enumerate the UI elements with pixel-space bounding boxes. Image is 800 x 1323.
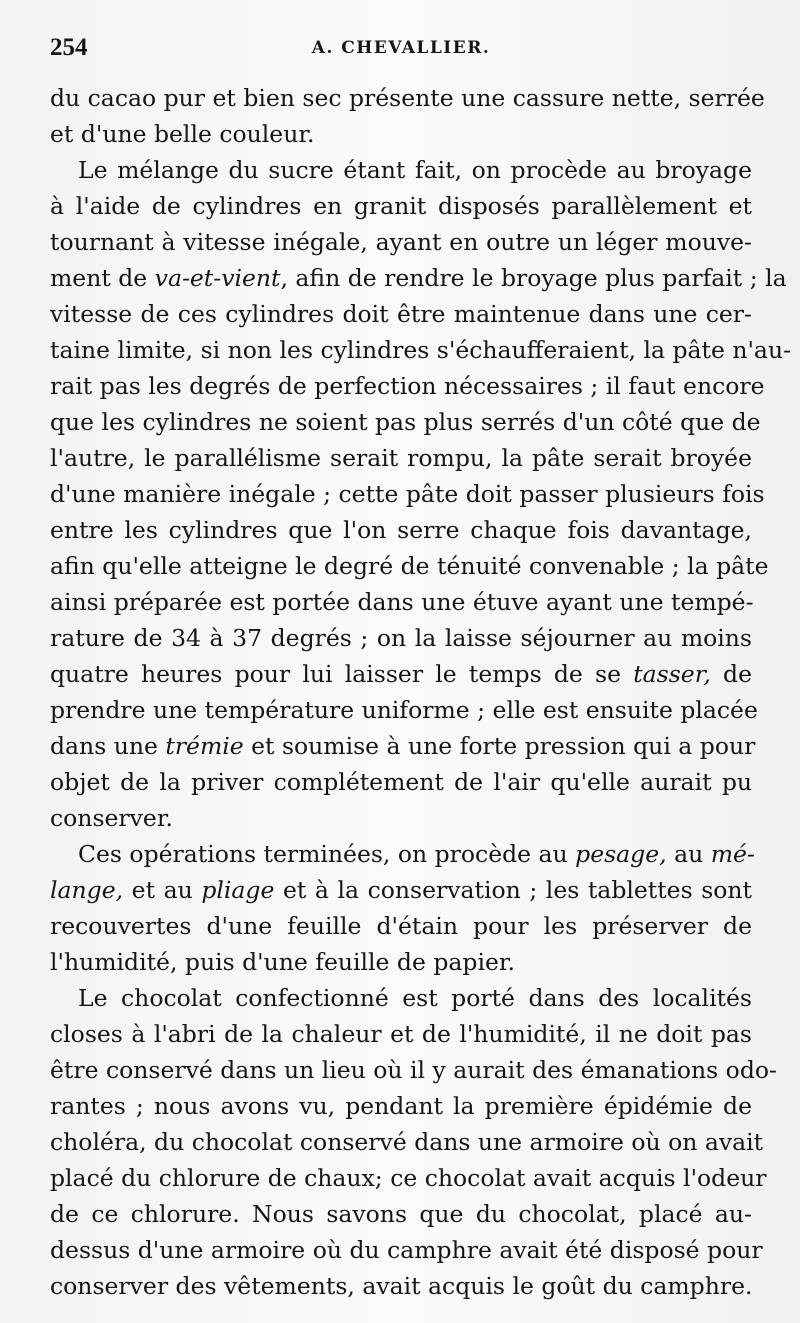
- text-line: rait pas les degrés de perfection nécessaires ; il faut encore: [50, 372, 765, 400]
- text-line: objet de la priver complétement de l'air qu'elle aurait pu: [50, 768, 752, 796]
- text-line: être conservé dans un lieu où il y aurait des émanations odo-: [50, 1056, 777, 1084]
- text-line: de ce chlorure. Nous savons que du chocolat, placé au-: [50, 1200, 752, 1228]
- text-line: closes à l'abri de la chaleur et de l'humidité, il ne doit pas: [50, 1020, 752, 1048]
- text-line: l'autre, le parallélisme serait rompu, la pâte serait broyée: [50, 444, 752, 472]
- page-number: 254: [50, 34, 88, 61]
- text-line: d'une manière inégale ; cette pâte doit passer plusieurs fois: [50, 480, 765, 508]
- italic-term: lange,: [50, 876, 124, 904]
- italic-term: tasser,: [633, 660, 711, 688]
- italic-term: mé-: [710, 840, 755, 868]
- running-head: A. CHEVALLIER.: [311, 38, 491, 58]
- text-line: dessus d'une armoire où du camphre avait été disposé pour: [50, 1236, 763, 1264]
- page-header: [50, 34, 752, 66]
- text-line: et d'une belle couleur.: [50, 120, 315, 148]
- text-line: placé du chlorure de chaux; ce chocolat avait acquis l'odeur: [50, 1164, 767, 1192]
- text-line: entre les cylindres que l'on serre chaque fois davantage,: [50, 516, 752, 544]
- text-line: rantes ; nous avons vu, pendant la première épidémie de: [50, 1092, 752, 1120]
- italic-term: va-et-vient: [154, 264, 281, 292]
- text-line: à l'aide de cylindres en granit disposés parallèlement et: [50, 192, 752, 220]
- text-line: ment de va-et-vient, afin de rendre le broyage plus parfait ; la: [50, 264, 787, 292]
- text-line: que les cylindres ne soient pas plus serrés d'un côté que de: [50, 408, 761, 436]
- text-line: lange, et au pliage et à la conservation ; les tablettes sont: [50, 876, 752, 904]
- text-line: Le mélange du sucre étant fait, on procède au broyage: [78, 156, 752, 184]
- text-line: recouvertes d'une feuille d'étain pour les préserver de: [50, 912, 752, 940]
- text-line: rature de 34 à 37 degrés ; on la laisse séjourner au moins: [50, 624, 752, 652]
- text-line: conserver.: [50, 804, 173, 832]
- italic-term: pliage: [201, 876, 275, 904]
- text-line: vitesse de ces cylindres doit être maintenue dans une cer-: [50, 300, 752, 328]
- italic-term: trémie: [165, 732, 244, 760]
- text-line: taine limite, si non les cylindres s'échaufferaient, la pâte n'au-: [50, 336, 792, 364]
- text-line: prendre une température uniforme ; elle est ensuite placée: [50, 696, 758, 724]
- text-line: Ces opérations terminées, on procède au pesage, au mé-: [78, 840, 755, 868]
- italic-term: pesage,: [575, 840, 667, 868]
- text-line: tournant à vitesse inégale, ayant en outre un léger mouve-: [50, 228, 752, 256]
- text-line: l'humidité, puis d'une feuille de papier.: [50, 948, 515, 976]
- text-line: dans une trémie et soumise à une forte pression qui a pour: [50, 732, 756, 760]
- text-line: conserver des vêtements, avait acquis le goût du camphre.: [50, 1272, 753, 1300]
- text-line: choléra, du chocolat conservé dans une armoire où on avait: [50, 1128, 764, 1156]
- text-line: quatre heures pour lui laisser le temps de se tasser, de: [50, 660, 752, 688]
- text-line: afin qu'elle atteigne le degré de ténuité convenable ; la pâte: [50, 552, 769, 580]
- text-line: Le chocolat confectionné est porté dans des localités: [78, 984, 752, 1012]
- text-line: ainsi préparée est portée dans une étuve ayant une tempé-: [50, 588, 754, 616]
- text-line: du cacao pur et bien sec présente une cassure nette, serrée: [50, 84, 765, 112]
